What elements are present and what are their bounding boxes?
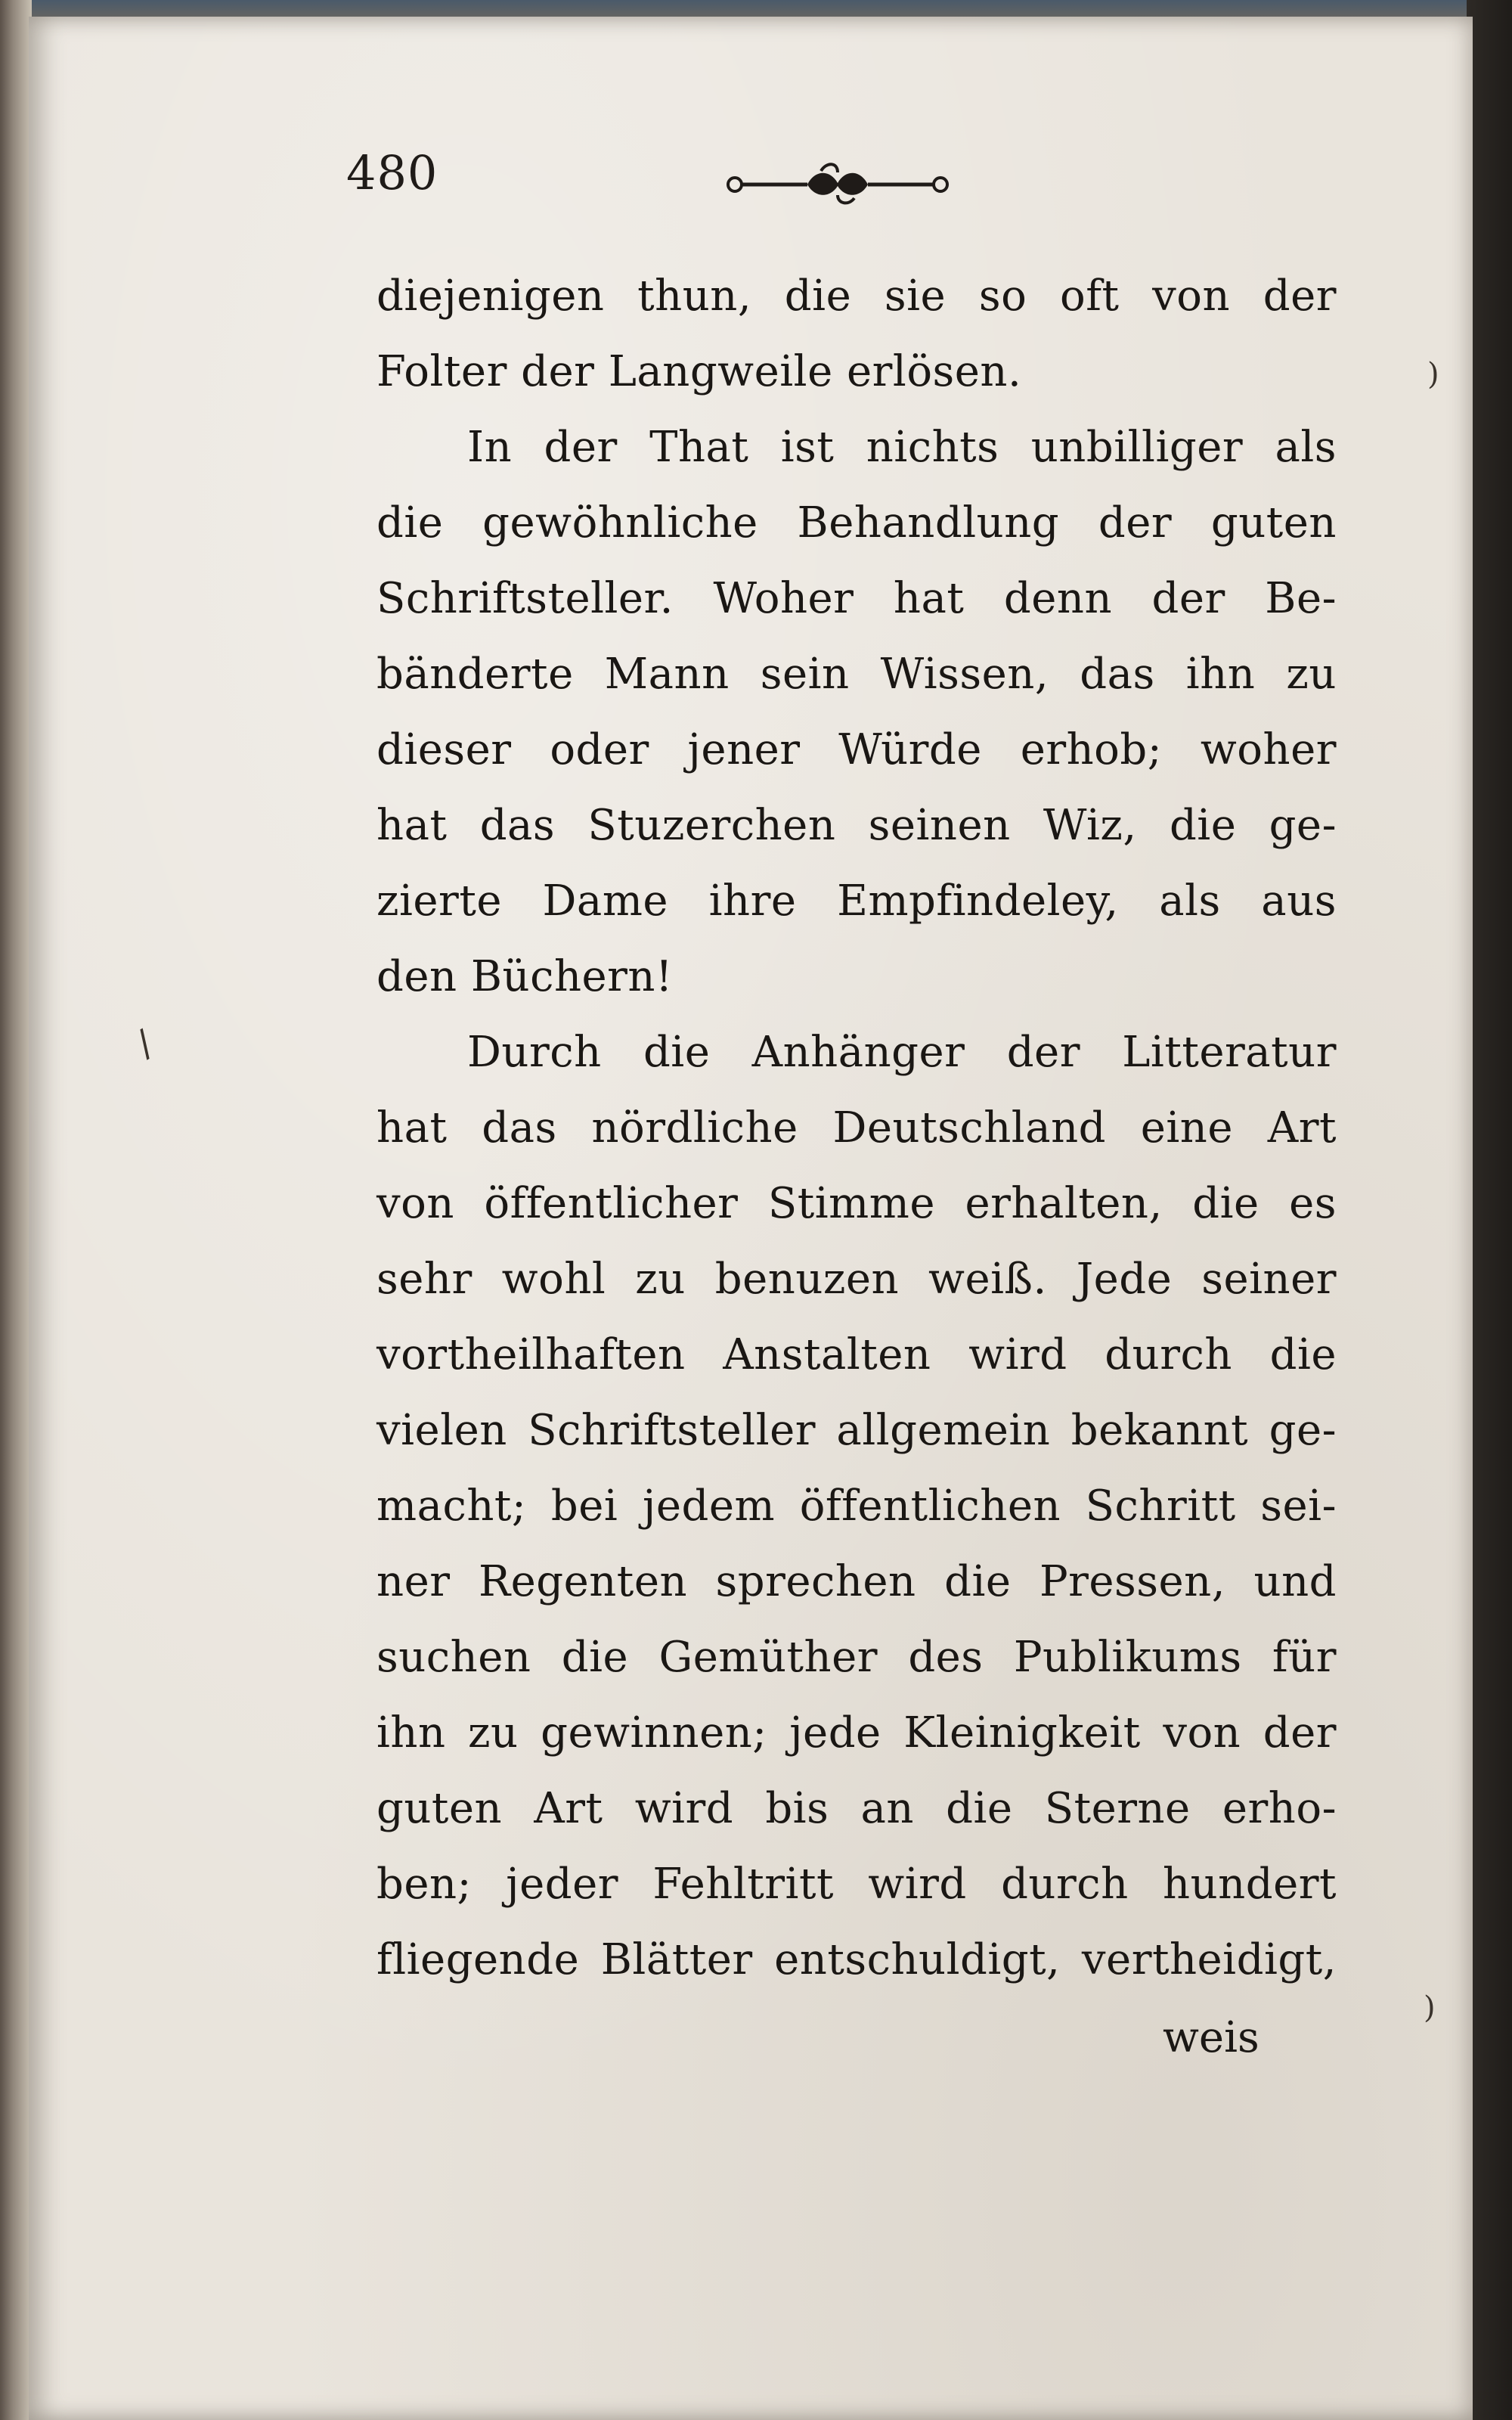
text-line: vortheilhaften Anstalten wird durch die: [376, 1330, 1337, 1379]
text-line: vielen Schriftsteller allgemein bekannt ge-: [376, 1406, 1337, 1455]
margin-mark: ): [1427, 357, 1439, 392]
text-line: suchen die Gemüther des Publikums für: [376, 1633, 1337, 1682]
page-header: [346, 138, 1027, 228]
text-line: macht; bei jedem öffentlichen Schritt sei-: [376, 1481, 1337, 1531]
text-line: den Büchern!: [376, 952, 673, 1001]
text-line: guten Art wird bis an die Sterne erho-: [376, 1784, 1337, 1833]
margin-mark: ): [1424, 1990, 1436, 2025]
text-line: ben; jeder Fehltritt wird durch hundert: [376, 1860, 1337, 1909]
text-line: ihn zu gewinnen; jede Kleinigkeit von der: [376, 1708, 1337, 1758]
body-text: [376, 259, 1337, 1998]
text-line: zierte Dame ihre Empfindeley, als aus: [376, 876, 1337, 926]
book-page: [29, 17, 1473, 2420]
text-line: bänderte Mann sein Wissen, das ihn zu: [376, 650, 1337, 699]
text-line: In der That ist nichts unbilliger als: [467, 423, 1337, 472]
catchword: weis: [1163, 2013, 1259, 2062]
text-line: dieser oder jener Würde erhob; woher: [376, 725, 1337, 774]
decorative-scroll-ornament-icon: [724, 154, 951, 207]
text-line: von öffentlicher Stimme erhalten, die es: [376, 1179, 1337, 1228]
text-line: Folter der Langweile erlösen.: [376, 347, 1022, 396]
book-right-edge: [1467, 0, 1512, 2420]
page-number: 480: [346, 145, 438, 200]
text-line: hat das Stuzerchen seinen Wiz, die ge-: [376, 801, 1337, 850]
text-line: die gewöhnliche Behandlung der guten: [376, 498, 1337, 548]
text-line: sehr wohl zu benuzen weiß. Jede seiner: [376, 1255, 1337, 1304]
text-line: hat das nördliche Deutschland eine Art: [376, 1103, 1337, 1153]
text-line: fliegende Blätter entschuldigt, vertheidigt,: [376, 1935, 1337, 1984]
book-spine-edge: [0, 0, 32, 2420]
text-line: Durch die Anhänger der Litteratur: [467, 1028, 1337, 1077]
text-line: Schriftsteller. Woher hat denn der Be-: [376, 574, 1337, 623]
text-line: ner Regenten sprechen die Pressen, und: [376, 1557, 1337, 1606]
text-line: diejenigen thun, die sie so oft von der: [376, 271, 1337, 321]
margin-mark: /: [129, 1022, 161, 1066]
